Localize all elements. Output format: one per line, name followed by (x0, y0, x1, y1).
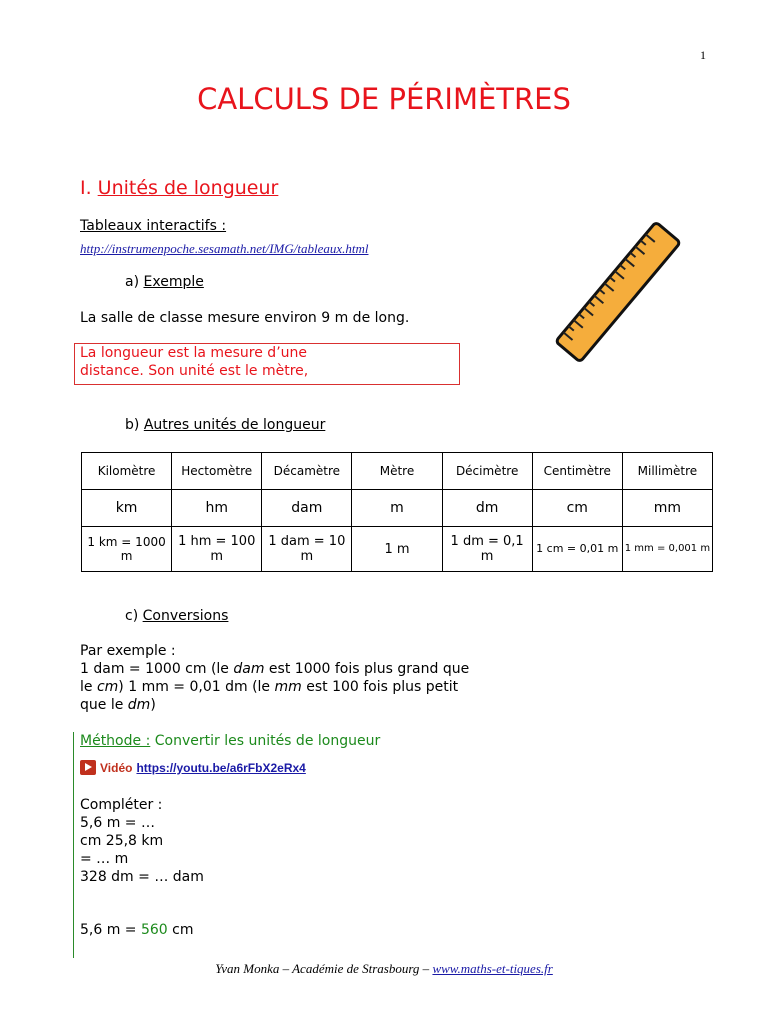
page-title: CALCULS DE PÉRIMÈTRES (197, 82, 571, 116)
text-run: dm (127, 697, 151, 713)
table-row-symbols (82, 490, 713, 527)
method-label: Méthode : (80, 733, 151, 749)
table-row-names (82, 453, 713, 490)
section-heading (80, 177, 278, 199)
subheading-a-letter: a) (125, 274, 140, 290)
video-row (80, 760, 306, 775)
table-cell: Décimètre (442, 453, 532, 490)
method-heading (80, 733, 380, 749)
conversion-examples (80, 642, 520, 714)
table-cell: mm (622, 490, 712, 527)
units-table (81, 452, 713, 572)
exercise-line: cm 25,8 km (80, 833, 164, 849)
text-run: dam (233, 661, 265, 677)
subheading-a-title: Exemple (143, 274, 204, 290)
method-side-bar (73, 732, 74, 958)
text-run: cm (96, 679, 119, 695)
exercise-line: 5,6 m = … (80, 815, 155, 831)
text-run: est 100 fois plus petit (301, 679, 459, 695)
table-cell: Décamètre (262, 453, 352, 490)
answer-line (80, 922, 194, 938)
table-cell: 1 mm = 0,001 m (622, 527, 712, 572)
table-cell: m (352, 490, 442, 527)
table-cell: 1 dam = 10 m (262, 527, 352, 572)
text-run: est 1000 fois plus grand que (264, 661, 470, 677)
page-number: 1 (700, 48, 706, 62)
section-title: Unités de longueur (97, 177, 279, 199)
subheading-b (125, 417, 325, 433)
text-run: que le (80, 697, 128, 713)
table-cell: Kilomètre (82, 453, 172, 490)
subheading-b-letter: b) (125, 417, 140, 433)
table-cell: 1 cm = 0,01 m (532, 527, 622, 572)
table-cell: cm (532, 490, 622, 527)
table-cell: 1 hm = 100 m (172, 527, 262, 572)
example-text: La salle de classe mesure environ 9 m de long. (80, 310, 410, 326)
subheading-c-letter: c) (125, 608, 139, 624)
footer-link[interactable]: www.maths-et-tiques.fr (432, 961, 553, 976)
table-cell: km (82, 490, 172, 527)
page-footer (0, 961, 768, 977)
text-run: le (80, 679, 97, 695)
exercise-line: 328 dm = … dam (80, 869, 204, 885)
table-cell: 1 km = 1000 m (82, 527, 172, 572)
conversion-line-1 (80, 660, 520, 678)
table-row-equivalences (82, 527, 713, 572)
section-number: I. (80, 177, 92, 199)
text-run: ) (150, 697, 156, 713)
subheading-c (125, 608, 228, 624)
table-cell: hm (172, 490, 262, 527)
answer-value: 560 (140, 922, 168, 938)
interactive-tables-label (80, 218, 226, 234)
conversion-line-2 (80, 678, 520, 696)
answer-unit: cm (167, 922, 194, 938)
subheading-c-title: Conversions (142, 608, 229, 624)
definition-box (74, 343, 460, 385)
subheading-b-title: Autres unités de longueur (143, 417, 326, 433)
interactive-label: Tableaux interactifs : (80, 218, 227, 234)
video-link[interactable]: https://youtu.be/a6rFbX2eRx4 (136, 761, 306, 775)
text-run: mm (274, 679, 302, 695)
video-label: Vidéo (100, 761, 133, 775)
answer-left: 5,6 m = (80, 922, 141, 938)
conversion-line-3 (80, 696, 520, 714)
table-cell: Centimètre (532, 453, 622, 490)
footer-text: Yvan Monka – Académie de Strasbourg – (215, 961, 433, 976)
text-run: 1 dam = 1000 cm (le (80, 661, 234, 677)
subheading-a (125, 274, 204, 290)
ruler-illustration (540, 210, 690, 370)
table-cell: 1 m (352, 527, 442, 572)
exercise-block (80, 796, 204, 886)
table-cell: Mètre (352, 453, 442, 490)
definition-line-2: distance. Son unité est le mètre, (80, 363, 309, 379)
table-cell: Millimètre (622, 453, 712, 490)
table-cell: Hectomètre (172, 453, 262, 490)
table-cell: dam (262, 490, 352, 527)
definition-line-1: La longueur est la mesure d’une (80, 345, 308, 361)
method-text: Convertir les unités de longueur (150, 733, 381, 749)
play-icon[interactable] (80, 760, 96, 775)
interactive-link-row (80, 238, 368, 257)
interactive-tables-link[interactable]: http://instrumenpoche.sesamath.net/IMG/tableaux.html (80, 241, 369, 256)
exercise-line: = … m (80, 851, 129, 867)
conversion-intro: Par exemple : (80, 643, 176, 659)
exercise-line: Compléter : (80, 797, 163, 813)
table-cell: 1 dm = 0,1 m (442, 527, 532, 572)
text-run: ) 1 mm = 0,01 dm (le (118, 679, 275, 695)
table-cell: dm (442, 490, 532, 527)
